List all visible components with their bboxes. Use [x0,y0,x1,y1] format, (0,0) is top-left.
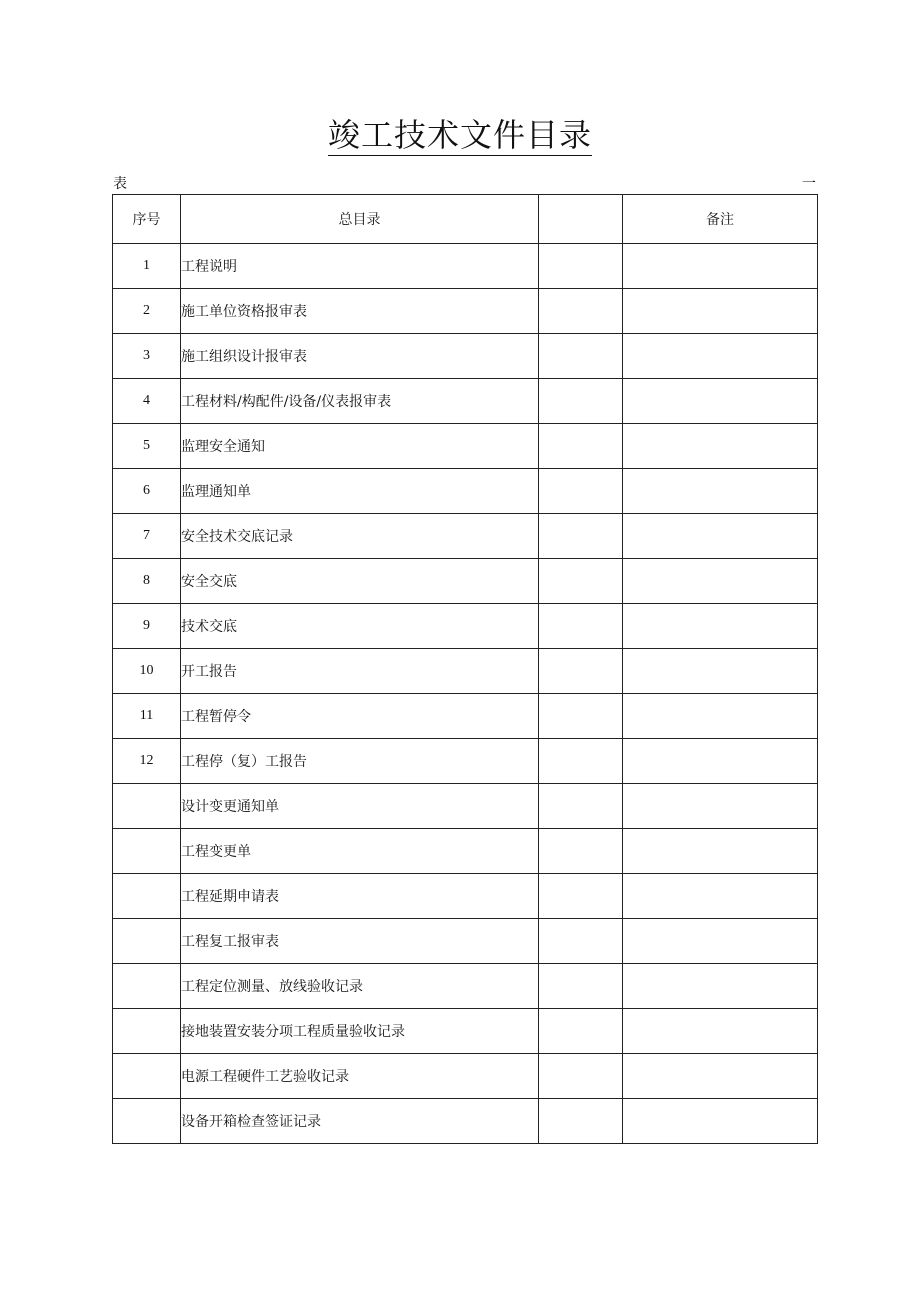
row-serial-number: 10 [113,649,181,694]
table-row [113,469,818,514]
row-serial-number [113,964,181,1009]
row-blank-cell [539,1009,623,1054]
header-remarks: 备注 [623,195,818,244]
row-serial-number [113,874,181,919]
catalog-table-body [113,244,818,1144]
row-serial-number: 8 [113,559,181,604]
table-row [113,964,818,1009]
row-serial-number: 3 [113,334,181,379]
header-blank-column [539,195,623,244]
row-document-name: 监理安全通知 [181,424,539,469]
row-blank-cell [539,964,623,1009]
row-serial-number: 12 [113,739,181,784]
table-row [113,1099,818,1144]
row-remarks-cell [623,829,818,874]
row-document-name: 施工组织设计报审表 [181,334,539,379]
row-remarks-cell [623,919,818,964]
row-blank-cell [539,1054,623,1099]
row-remarks-cell [623,649,818,694]
row-serial-number [113,1099,181,1144]
row-serial-number [113,1009,181,1054]
row-remarks-cell [623,244,818,289]
row-blank-cell [539,739,623,784]
row-blank-cell [539,829,623,874]
table-row [113,739,818,784]
table-row [113,1054,818,1099]
table-row [113,694,818,739]
row-document-name: 监理通知单 [181,469,539,514]
row-remarks-cell [623,334,818,379]
header-catalog: 总目录 [181,195,539,244]
row-document-name: 工程变更单 [181,829,539,874]
row-document-name: 接地装置安装分项工程质量验收记录 [181,1009,539,1054]
row-blank-cell [539,919,623,964]
header-serial-number: 序号 [113,195,181,244]
row-blank-cell [539,514,623,559]
row-remarks-cell [623,1009,818,1054]
row-blank-cell [539,694,623,739]
row-blank-cell [539,379,623,424]
table-row [113,334,818,379]
row-remarks-cell [623,739,818,784]
row-blank-cell [539,604,623,649]
row-serial-number: 5 [113,424,181,469]
table-row [113,289,818,334]
table-row [113,514,818,559]
row-document-name: 工程停（复）工报告 [181,739,539,784]
row-document-name: 工程复工报审表 [181,919,539,964]
table-row [113,244,818,289]
row-serial-number: 7 [113,514,181,559]
table-row [113,424,818,469]
row-serial-number [113,1054,181,1099]
row-blank-cell [539,1099,623,1144]
row-document-name: 电源工程硬件工艺验收记录 [181,1054,539,1099]
table-header-row [113,195,818,244]
row-remarks-cell [623,874,818,919]
row-remarks-cell [623,379,818,424]
row-remarks-cell [623,964,818,1009]
table-label: 表 [113,176,127,192]
row-serial-number [113,829,181,874]
row-blank-cell [539,289,623,334]
row-remarks-cell [623,784,818,829]
row-blank-cell [539,649,623,694]
row-document-name: 工程定位测量、放线验收记录 [181,964,539,1009]
row-remarks-cell [623,289,818,334]
row-document-name: 安全技术交底记录 [181,514,539,559]
row-serial-number: 4 [113,379,181,424]
row-document-name: 工程延期申请表 [181,874,539,919]
row-document-name: 工程说明 [181,244,539,289]
row-document-name: 工程暂停令 [181,694,539,739]
row-serial-number: 2 [113,289,181,334]
table-row [113,1009,818,1054]
row-blank-cell [539,424,623,469]
row-document-name: 安全交底 [181,559,539,604]
table-row [113,829,818,874]
table-row [113,559,818,604]
row-serial-number: 9 [113,604,181,649]
row-remarks-cell [623,694,818,739]
row-document-name: 工程材料/构配件/设备/仪表报审表 [181,379,539,424]
table-row [113,919,818,964]
catalog-table [112,194,818,1144]
row-remarks-cell [623,1099,818,1144]
row-blank-cell [539,784,623,829]
row-document-name: 技术交底 [181,604,539,649]
table-row [113,649,818,694]
row-document-name: 设备开箱检查签证记录 [181,1099,539,1144]
row-remarks-cell [623,1054,818,1099]
row-document-name: 设计变更通知单 [181,784,539,829]
row-document-name: 施工单位资格报审表 [181,289,539,334]
row-serial-number: 1 [113,244,181,289]
row-serial-number: 11 [113,694,181,739]
row-document-name: 开工报告 [181,649,539,694]
row-remarks-cell [623,424,818,469]
row-serial-number [113,919,181,964]
table-mark: 一 [802,176,816,192]
row-remarks-cell [623,559,818,604]
row-remarks-cell [623,514,818,559]
table-row [113,874,818,919]
row-blank-cell [539,334,623,379]
table-row [113,784,818,829]
row-blank-cell [539,244,623,289]
row-serial-number [113,784,181,829]
document-title [0,114,920,156]
row-remarks-cell [623,469,818,514]
table-row [113,379,818,424]
row-blank-cell [539,874,623,919]
row-serial-number: 6 [113,469,181,514]
table-row [113,604,818,649]
document-title-text: 竣工技术文件目录 [327,116,592,154]
row-blank-cell [539,559,623,604]
row-remarks-cell [623,604,818,649]
row-blank-cell [539,469,623,514]
